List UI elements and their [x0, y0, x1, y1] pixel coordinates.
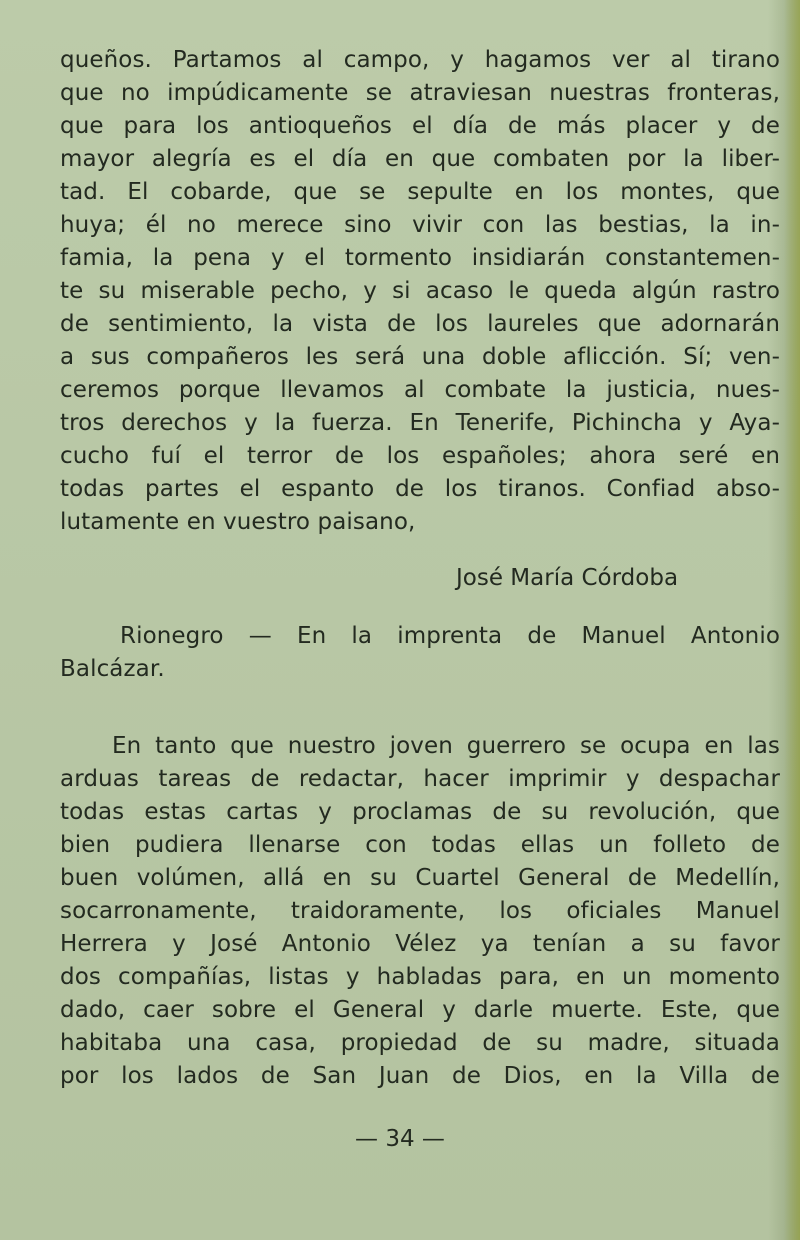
imprint-note — [60, 620, 780, 686]
text-line: arduas tareas de redactar, hacer imprimir y despachar — [60, 766, 780, 792]
page-number: — 34 — — [355, 1126, 445, 1152]
text-line: ceremos porque llevamos al combate la justicia, nues- — [60, 377, 780, 403]
text-line: dado, caer sobre el General y darle muerte. Este, que — [60, 997, 780, 1023]
text-line: todas partes el espanto de los tiranos. Confiad abso- — [60, 476, 780, 502]
text-line: socarronamente, traidoramente, los oficiales Manuel — [60, 898, 780, 924]
text-line: que para los antioqueños el día de más placer y de — [60, 113, 780, 139]
text-line: te su miserable pecho, y si acaso le queda algún rastro — [60, 278, 780, 304]
text-line: Rionegro — En la imprenta de Manuel Antonio — [120, 623, 780, 649]
text-line: de sentimiento, la vista de los laureles que adornarán — [60, 311, 780, 337]
text-line: tros derechos y la fuerza. En Tenerife, Pichincha y Aya- — [60, 410, 780, 436]
text-line: tad. El cobarde, que se sepulte en los montes, que — [60, 179, 780, 205]
page-edge-shadow — [784, 0, 800, 1240]
text-line: dos compañías, listas y habladas para, en un momento — [60, 964, 780, 990]
text-line: cucho fuí el terror de los españoles; ahora seré en — [60, 443, 780, 469]
text-line: que no impúdicamente se atraviesan nuestras fronteras, — [60, 80, 780, 106]
text-line: por los lados de San Juan de Dios, en la Villa de — [60, 1063, 780, 1089]
text-line: mayor alegría es el día en que combaten por la liber- — [60, 146, 780, 172]
text-line: Herrera y José Antonio Vélez ya tenían a su favor — [60, 931, 780, 957]
text-line: Balcázar. — [60, 656, 165, 682]
text-line: habitaba una casa, propiedad de su madre, situada — [60, 1030, 780, 1056]
text-line: huya; él no merece sino vivir con las bestias, la in- — [60, 212, 780, 238]
text-line: buen volúmen, allá en su Cuartel General de Medellín, — [60, 865, 780, 891]
text-line: todas estas cartas y proclamas de su revolución, que — [60, 799, 780, 825]
text-line: lutamente en vuestro paisano, — [60, 509, 416, 535]
text-line: queños. Partamos al campo, y hagamos ver al tirano — [60, 47, 780, 73]
text-line: famia, la pena y el tormento insidiarán constantemen- — [60, 245, 780, 271]
text-line: En tanto que nuestro joven guerrero se ocupa en las — [112, 733, 780, 759]
text-line: bien pudiera llenarse con todas ellas un folleto de — [60, 832, 780, 858]
narrative-paragraph — [60, 730, 780, 1093]
proclamation-paragraph — [60, 44, 780, 539]
signature-name: José María Córdoba — [456, 565, 679, 591]
text-line: a sus compañeros les será una doble aflicción. Sí; ven- — [60, 344, 780, 370]
